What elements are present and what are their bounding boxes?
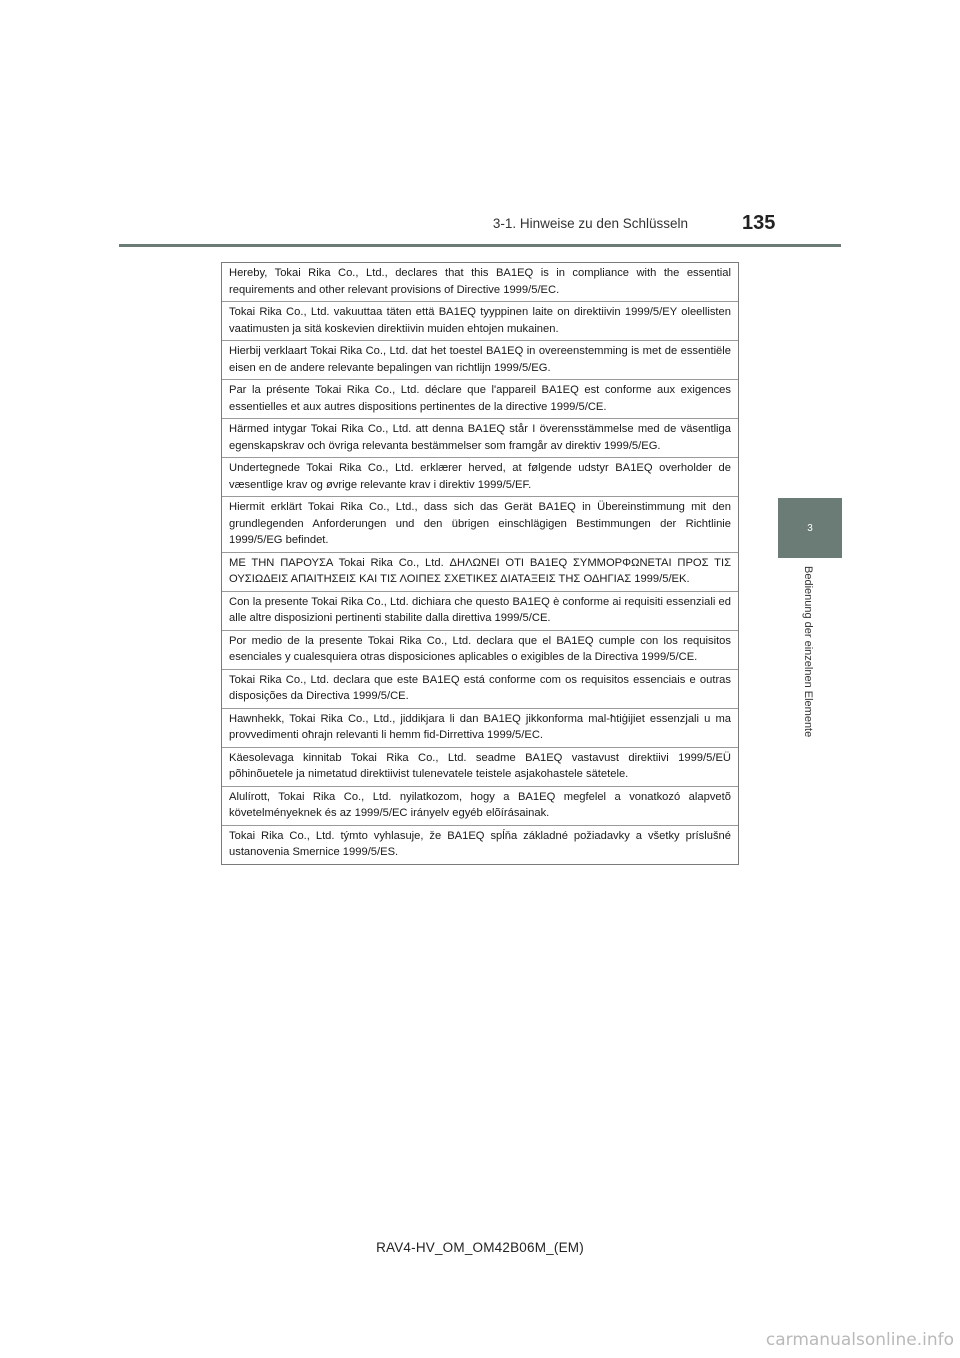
declaration-swedish: Härmed intygar Tokai Rika Co., Ltd. att denna BA1EQ står I överensstämmelse med de väsentliga egenskapskrav och övriga relevanta bestämmelser som framgår av direktiv 1999/5/EG. bbox=[222, 419, 738, 458]
document-code: RAV4-HV_OM_OM42B06M_(EM) bbox=[376, 1240, 584, 1255]
declaration-spanish: Por medio de la presente Tokai Rika Co., Ltd. declara que el BA1EQ cumple con los requisitos esenciales y cualesquiera otras disposiciones aplicables o exigibles de la Directiva 1999/5/CE. bbox=[222, 631, 738, 670]
declaration-estonian: Käesolevaga kinnitab Tokai Rika Co., Ltd. seadme BA1EQ vastavust direktiivi 1999/5/EÜ põhinõuetele ja nimetatud direktiivist tulenevatele teistele asjakohastele sätetele. bbox=[222, 748, 738, 787]
declaration-greek: ΜΕ ΤΗΝ ΠΑΡΟΥΣΑ Tokai Rika Co., Ltd. ΔΗΛΩΝΕΙ ΟΤΙ BA1EQ ΣΥΜΜΟΡΦΩΝΕΤΑΙ ΠΡΟΣ ΤΙΣ ΟΥΣΙΩΔΕΙΣ ΑΠΑΙΤΗΣΕΙΣ ΚΑΙ ΤΙΣ ΛΟΙΠΕΣ ΣΧΕΤΙΚΕΣ ΔΙΑΤΑΞΕΙΣ ΤΗΣ ΟΔΗΓΙΑΣ 1999/5/ΕΚ. bbox=[222, 553, 738, 592]
declaration-slovak: Tokai Rika Co., Ltd. týmto vyhlasuje, že BA1EQ spĺňa základné požiadavky a všetky príslušné ustanovenia Smernice 1999/5/ES. bbox=[229, 829, 731, 858]
declaration-hungarian: Alulírott, Tokai Rika Co., Ltd. nyilatkozom, hogy a BA1EQ megfelel a vonatkozó alapvetõ követelményeknek és az 1999/5/EC irányelv egyéb elõírásainak. bbox=[222, 787, 738, 826]
declaration-french: Par la présente Tokai Rika Co., Ltd. déclare que l'appareil BA1EQ est conforme aux exigences essentielles et aux autres dispositions pertinentes de la directive 1999/5/CE. bbox=[222, 380, 738, 419]
chapter-title: Bedienung der einzelnen Elemente bbox=[802, 566, 814, 738]
declaration-italian: Con la presente Tokai Rika Co., Ltd. dichiara che questo BA1EQ è conforme ai requisiti essenziali ed alle altre disposizioni pertinenti stabilite dalla direttiva 1999/5/CE. bbox=[222, 592, 738, 631]
declaration-portuguese: Tokai Rika Co., Ltd. declara que este BA1EQ está conforme com os requisitos essenciais e outras disposições da Directiva 1999/5/CE. bbox=[222, 670, 738, 709]
header-divider bbox=[119, 244, 841, 247]
declaration-danish: Undertegnede Tokai Rika Co., Ltd. erklærer herved, at følgende udstyr BA1EQ overholder de væsentlige krav og øvrige relevante krav i direktiv 1999/5/EF. bbox=[222, 458, 738, 497]
declaration-table bbox=[221, 262, 739, 865]
declaration-finnish: Tokai Rika Co., Ltd. vakuuttaa täten että BA1EQ tyyppinen laite on direktiivin 1999/5/EY oleellisten vaatimusten ja sitä koskevien direktiivin muiden ehtojen mukainen. bbox=[222, 302, 738, 341]
declaration-maltese: Hawnhekk, Tokai Rika Co., Ltd., jiddikjara li dan BA1EQ jikkonforma mal-ħtiġijiet essenzjali u ma provvedimenti oħrajn relevanti li hemm fid-Dirrettiva 1999/5/EC. bbox=[222, 709, 738, 748]
chapter-number: 3 bbox=[807, 522, 813, 534]
declaration-english: Hereby, Tokai Rika Co., Ltd., declares that this BA1EQ is in compliance with the essential requirements and other relevant provisions of Directive 1999/5/EC. bbox=[222, 263, 738, 302]
declaration-german: Hiermit erklärt Tokai Rika Co., Ltd., dass sich das Gerät BA1EQ in Übereinstimmung mit den grundlegenden Anforderungen und den übrigen einschlägigen Bestimmungen der Richtlinie 1999/5/EG befindet. bbox=[222, 497, 738, 553]
declaration-dutch: Hierbij verklaart Tokai Rika Co., Ltd. dat het toestel BA1EQ in overeenstemming is met de essentiële eisen en de andere relevante bepalingen van richtlijn 1999/5/EG. bbox=[222, 341, 738, 380]
watermark: carmanualsonline.info bbox=[765, 1330, 954, 1350]
page-number: 135 bbox=[742, 212, 776, 234]
chapter-tab bbox=[778, 498, 842, 558]
section-title: 3-1. Hinweise zu den Schlüsseln bbox=[492, 216, 688, 231]
